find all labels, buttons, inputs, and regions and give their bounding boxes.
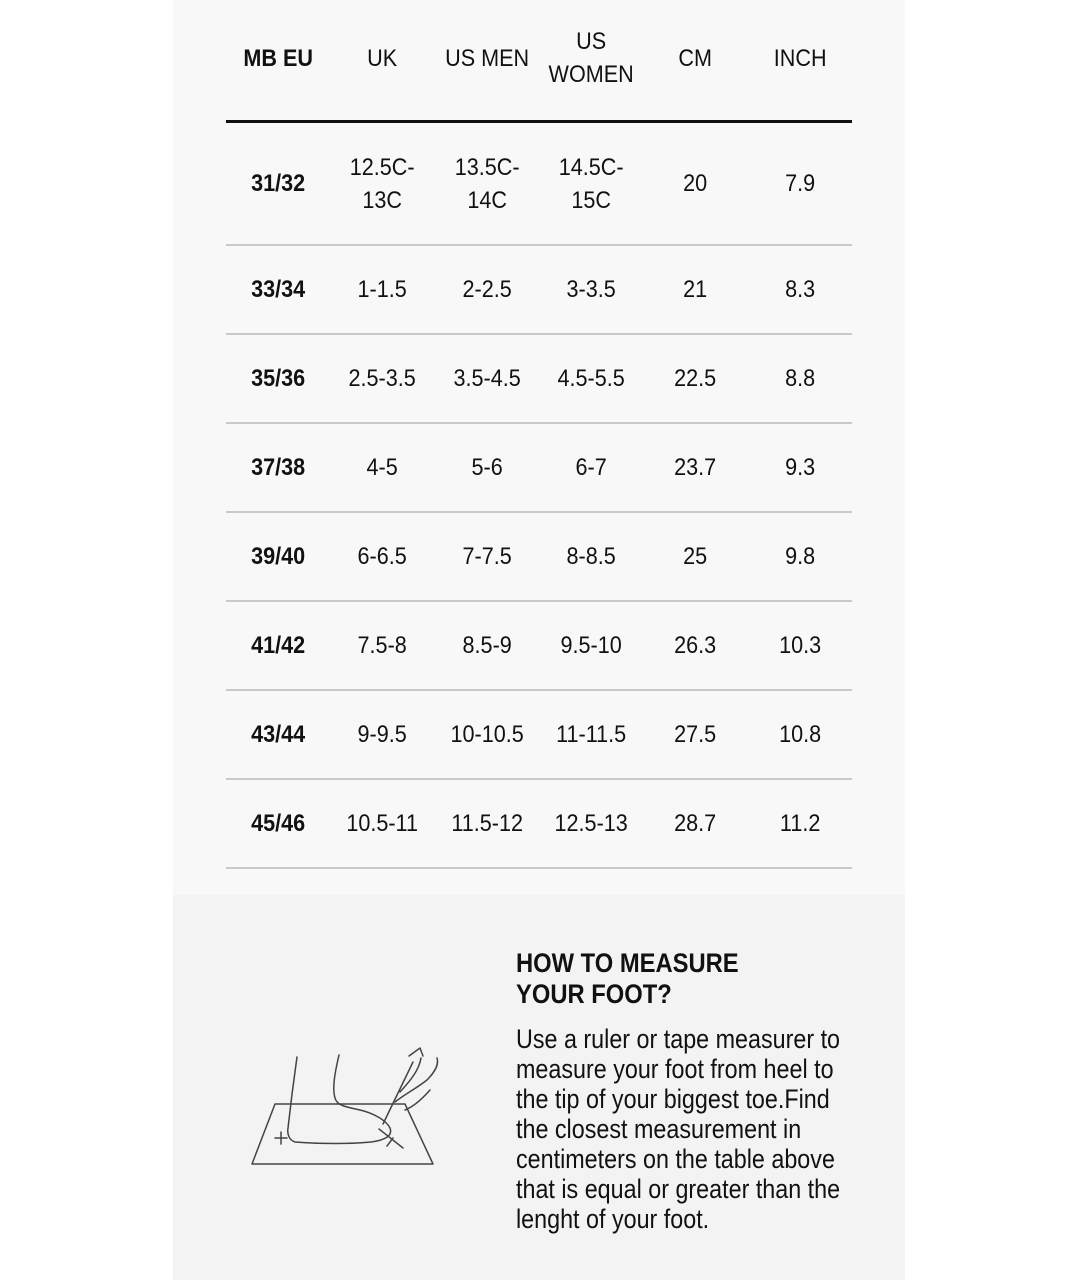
table-body bbox=[226, 123, 852, 869]
table-cell: 6-7 bbox=[575, 454, 607, 481]
eu-size-cell: 39/40 bbox=[251, 543, 306, 570]
table-cell: 28.7 bbox=[674, 810, 717, 837]
eu-size-cell: 37/38 bbox=[251, 454, 306, 481]
table-cell: 1-1.5 bbox=[357, 276, 408, 303]
table-cell: 10-10.5 bbox=[450, 721, 524, 748]
header-inch: INCH bbox=[773, 44, 827, 72]
table-cell: 7.9 bbox=[784, 170, 815, 197]
table-cell: 9.5-10 bbox=[560, 632, 622, 659]
table-cell: 8-8.5 bbox=[566, 543, 616, 570]
table-cell: 5-6 bbox=[471, 454, 503, 481]
table-cell: 11.2 bbox=[779, 810, 821, 837]
table-row bbox=[226, 513, 852, 602]
table-cell: 14.5C- 15C bbox=[558, 153, 624, 214]
table-cell: 9.3 bbox=[784, 454, 815, 481]
table-cell: 11.5-12 bbox=[450, 810, 523, 837]
table-cell: 26.3 bbox=[674, 632, 717, 659]
table-cell: 3-3.5 bbox=[566, 276, 616, 303]
table-cell: 21 bbox=[683, 276, 708, 303]
table-row bbox=[226, 691, 852, 780]
table-cell: 13.5C- 14C bbox=[454, 153, 520, 214]
eu-size-cell: 45/46 bbox=[251, 810, 306, 837]
table-cell: 6-6.5 bbox=[357, 543, 408, 570]
table-row bbox=[226, 246, 852, 335]
table-cell: 27.5 bbox=[674, 721, 717, 748]
table-cell: 11-11.5 bbox=[556, 721, 627, 748]
foot-measuring-icon bbox=[245, 1040, 450, 1170]
table-row bbox=[226, 424, 852, 513]
table-cell: 12.5C- 13C bbox=[350, 153, 415, 214]
table-row bbox=[226, 780, 852, 869]
table-cell: 23.7 bbox=[674, 454, 717, 481]
table-cell: 9.8 bbox=[784, 543, 815, 570]
table-cell: 7.5-8 bbox=[357, 632, 408, 659]
table-cell: 3.5-4.5 bbox=[453, 365, 521, 392]
table-cell: 8.5-9 bbox=[462, 632, 512, 659]
table-cell: 4-5 bbox=[366, 454, 399, 481]
table-cell: 8.3 bbox=[784, 276, 815, 303]
table-cell: 20 bbox=[683, 170, 708, 197]
table-cell: 22.5 bbox=[674, 365, 717, 392]
header-us-women: US WOMEN bbox=[548, 28, 634, 88]
table-cell: 7-7.5 bbox=[462, 543, 512, 570]
table-cell: 8.8 bbox=[784, 365, 815, 392]
table-cell: 10.8 bbox=[778, 721, 821, 748]
header-us-men: US MEN bbox=[444, 44, 529, 72]
table-cell: 10.5-11 bbox=[346, 810, 419, 837]
table-row bbox=[226, 123, 852, 246]
eu-size-cell: 35/36 bbox=[251, 365, 306, 392]
eu-size-cell: 41/42 bbox=[251, 632, 306, 659]
header-uk: UK bbox=[367, 44, 398, 72]
size-table bbox=[226, 0, 852, 869]
table-row bbox=[226, 602, 852, 691]
table-cell: 9-9.5 bbox=[357, 721, 408, 748]
measure-instructions: Use a ruler or tape measurer to measure your foot from heel to the tip of your biggest toe.Find the closest measurement in centimeters on the table above that is equal or greater than the lenght of your foot. bbox=[516, 1024, 841, 1234]
table-header-row bbox=[226, 0, 852, 123]
table-cell: 2-2.5 bbox=[462, 276, 512, 303]
eu-size-cell: 43/44 bbox=[251, 721, 306, 748]
table-row bbox=[226, 335, 852, 424]
table-cell: 10.3 bbox=[778, 632, 821, 659]
measure-title: HOW TO MEASURE YOUR FOOT? bbox=[516, 948, 739, 1009]
table-cell: 12.5-13 bbox=[554, 810, 628, 837]
table-cell: 4.5-5.5 bbox=[557, 365, 625, 392]
eu-size-cell: 33/34 bbox=[251, 276, 306, 303]
eu-size-cell: 31/32 bbox=[251, 170, 306, 197]
header-mb-eu: MB EU bbox=[243, 44, 313, 72]
table-cell: 2.5-3.5 bbox=[348, 365, 417, 392]
table-cell: 25 bbox=[683, 543, 708, 570]
header-cm: CM bbox=[678, 44, 713, 72]
